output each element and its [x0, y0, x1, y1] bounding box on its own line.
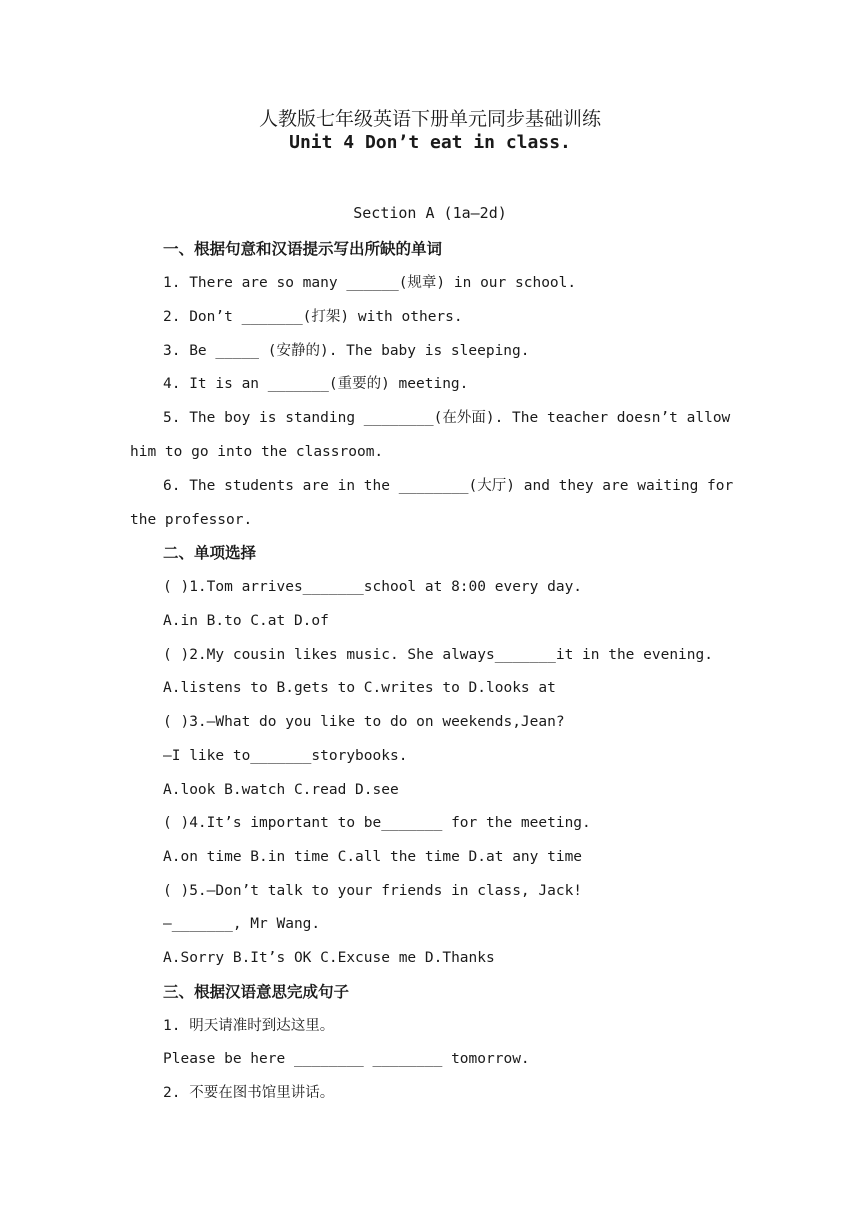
section-title: Section A (1a—2d)	[353, 204, 507, 222]
part2-question-5: ( )5.—Don’t talk to your friends in class, Jack!	[163, 883, 583, 899]
part2-question-4: ( )4.It’s important to be_______ for the meeting.	[163, 815, 591, 831]
part1-line-3: 3. Be _____ (安静的). The baby is sleeping.	[163, 343, 530, 359]
part1-line-5-cont: him to go into the classroom.	[130, 444, 384, 460]
part1-line-4: 4. It is an _______(重要的) meeting.	[163, 376, 469, 392]
part2-options-5: A.Sorry B.It’s OK C.Excuse me D.Thanks	[163, 950, 495, 966]
part1-line-6: 6. The students are in the ________(大厅) and they are waiting for	[163, 478, 734, 494]
part2-options-1: A.in B.to C.at D.of	[163, 613, 329, 629]
part2-options-2: A.listens to B.gets to C.writes to D.looks at	[163, 680, 556, 696]
part2-question-1: ( )1.Tom arrives_______school at 8:00 every day.	[163, 579, 583, 595]
unit-title: Unit 4 Don’t eat in class.	[289, 132, 571, 153]
part3-line-1-answer: Please be here ________ ________ tomorrow.	[163, 1051, 530, 1067]
part2-question-2: ( )2.My cousin likes music. She always_______it in the evening.	[163, 647, 713, 663]
part2-heading: 二、单项选择	[163, 544, 257, 562]
part2-options-3: A.look B.watch C.read D.see	[163, 782, 399, 798]
part1-line-5: 5. The boy is standing ________(在外面). The teacher doesn’t allow	[163, 410, 731, 426]
part1-line-6-cont: the professor.	[130, 512, 253, 528]
part2-options-4: A.on time B.in time C.all the time D.at any time	[163, 849, 583, 865]
part1-line-1: 1. There are so many ______(规章) in our school.	[163, 275, 577, 291]
part1-heading: 一、根据句意和汉语提示写出所缺的单词	[163, 240, 443, 258]
part2-question-5-reply: —_______, Mr Wang.	[163, 916, 321, 932]
part1-line-2: 2. Don’t _______(打架) with others.	[163, 309, 463, 325]
part3-heading: 三、根据汉语意思完成句子	[163, 983, 350, 1001]
part2-question-3-reply: —I like to_______storybooks.	[163, 748, 408, 764]
part3-line-2: 2. 不要在图书馆里讲话。	[163, 1085, 335, 1101]
part3-line-1: 1. 明天请准时到达这里。	[163, 1018, 335, 1034]
document-title: 人教版七年级英语下册单元同步基础训练	[258, 108, 601, 130]
part2-question-3: ( )3.—What do you like to do on weekends,Jean?	[163, 714, 565, 730]
